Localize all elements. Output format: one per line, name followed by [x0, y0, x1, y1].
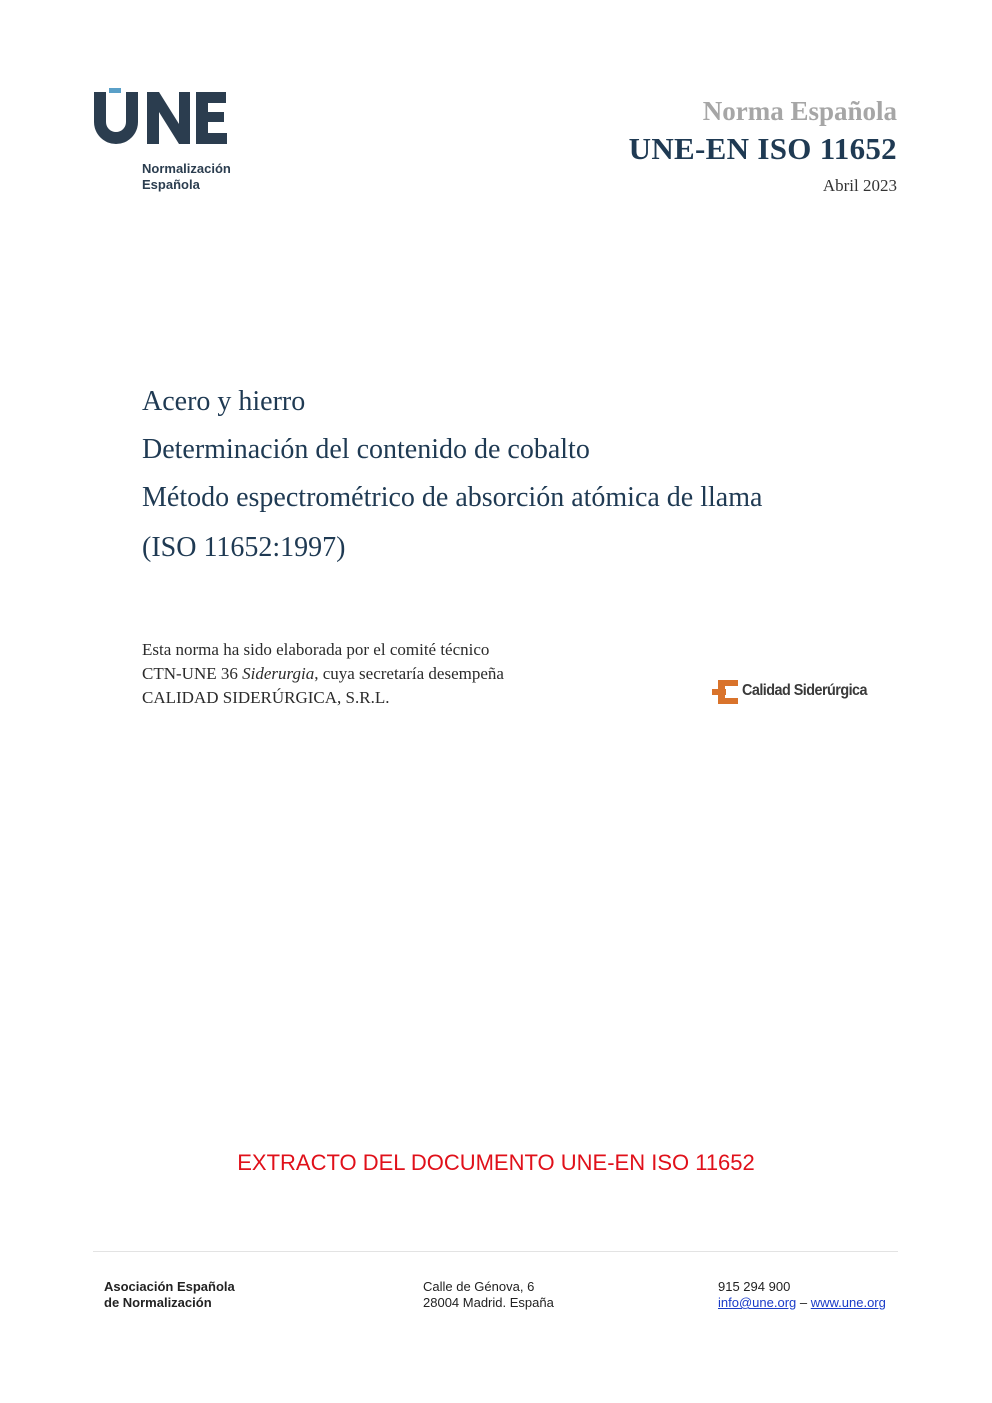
title-line-2: Determinación del contenido de cobalto [142, 434, 590, 465]
committee-line-3: CALIDAD SIDERÚRGICA, S.R.L. [142, 688, 390, 707]
footer-phone: 915 294 900 [718, 1279, 791, 1294]
logo-subtitle-line1: Normalización [142, 161, 231, 176]
norm-label: Norma Española [702, 96, 897, 126]
title-line-1: Acero y hierro [142, 386, 306, 417]
extract-notice: EXTRACTO DEL DOCUMENTO UNE-EN ISO 11652 [237, 1150, 755, 1175]
footer-link-separator: – [796, 1295, 811, 1310]
une-logo-mark [92, 88, 242, 148]
logo-subtitle-line2: Española [142, 177, 200, 192]
calidad-siderurgica-logo-text: Calidad Siderúrgica [742, 682, 867, 699]
footer-address-line1: Calle de Génova, 6 [423, 1279, 535, 1294]
committee-line-1: Esta norma ha sido elaborada por el comité técnico [142, 640, 490, 659]
calidad-siderurgica-mark-icon [710, 678, 740, 706]
title-line-3: Método espectrométrico de absorción atómica de llama [142, 482, 763, 513]
norm-code: UNE-EN ISO 11652 [628, 131, 897, 166]
norm-date: Abril 2023 [822, 176, 897, 195]
footer-email-link[interactable]: info@une.org [718, 1295, 797, 1310]
footer-divider [93, 1251, 898, 1252]
footer-org-line1: Asociación Española [104, 1279, 235, 1294]
calidad-siderurgica-logo [710, 678, 880, 708]
committee-line-2 [142, 664, 504, 684]
footer-links [718, 1295, 886, 1311]
footer-website-link[interactable]: www.une.org [810, 1295, 886, 1310]
committee-name: Siderurgia [242, 664, 315, 683]
footer-org-line2: de Normalización [104, 1295, 212, 1310]
title-line-4: (ISO 11652:1997) [142, 532, 346, 563]
committee-code: CTN-UNE 36 [142, 664, 243, 683]
committee-secretariat-text: , cuya secretaría desempeña [314, 664, 504, 683]
footer-address-line2: 28004 Madrid. España [423, 1295, 554, 1310]
